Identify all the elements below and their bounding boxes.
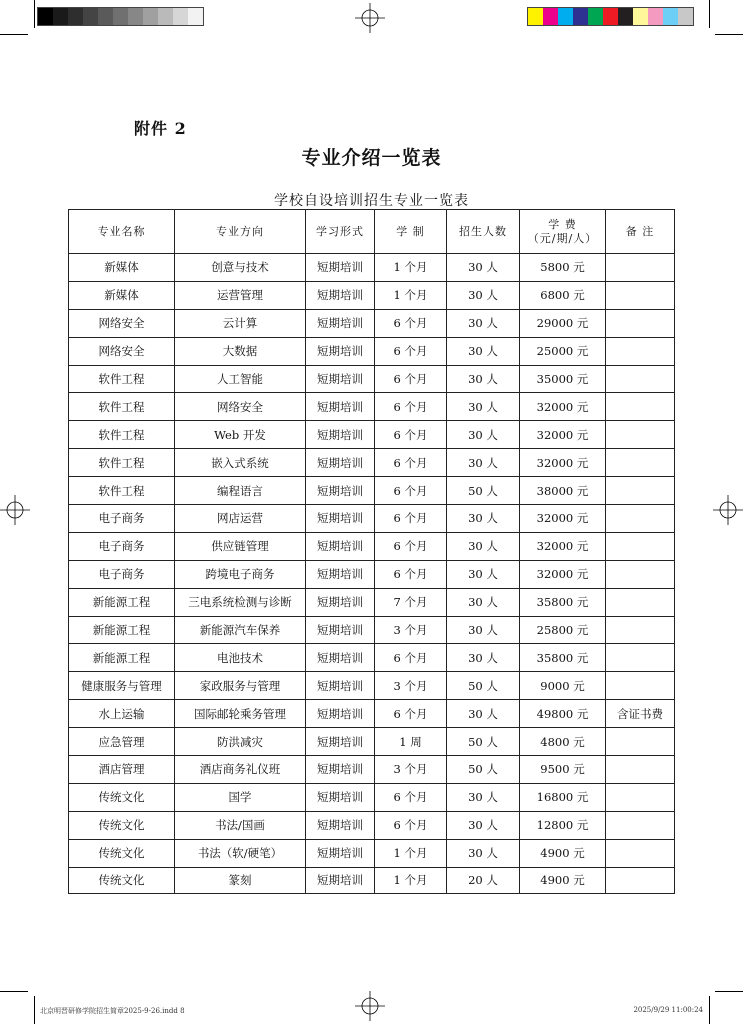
cell-study-form: 短期培训 bbox=[306, 560, 375, 588]
cell-direction: 大数据 bbox=[175, 337, 306, 365]
crop-mark-top-left-icon bbox=[0, 34, 28, 35]
cell-remarks bbox=[606, 449, 675, 477]
cell-major-name: 网络安全 bbox=[69, 309, 175, 337]
table-row bbox=[69, 365, 675, 393]
cell-tuition: 32000 元 bbox=[520, 421, 606, 449]
calibration-swatch bbox=[158, 8, 173, 25]
cell-duration: 1 周 bbox=[375, 728, 447, 756]
cell-study-form: 短期培训 bbox=[306, 616, 375, 644]
cell-tuition: 4900 元 bbox=[520, 839, 606, 867]
cell-tuition: 35800 元 bbox=[520, 588, 606, 616]
cell-major-name: 水上运输 bbox=[69, 700, 175, 728]
cell-enrollment: 30 人 bbox=[447, 700, 520, 728]
cell-major-name: 应急管理 bbox=[69, 728, 175, 756]
cell-tuition: 5800 元 bbox=[520, 254, 606, 282]
cell-remarks bbox=[606, 672, 675, 700]
cell-enrollment: 30 人 bbox=[447, 421, 520, 449]
header-duration: 学 制 bbox=[375, 210, 447, 254]
cell-enrollment: 30 人 bbox=[447, 393, 520, 421]
cell-study-form: 短期培训 bbox=[306, 588, 375, 616]
table-row bbox=[69, 616, 675, 644]
cell-remarks bbox=[606, 337, 675, 365]
crop-mark-bottom-left-icon bbox=[0, 991, 28, 992]
cell-remarks bbox=[606, 644, 675, 672]
calibration-swatch bbox=[113, 8, 128, 25]
cell-study-form: 短期培训 bbox=[306, 365, 375, 393]
cell-study-form: 短期培训 bbox=[306, 477, 375, 505]
cell-remarks bbox=[606, 393, 675, 421]
table-row bbox=[69, 505, 675, 533]
table-row bbox=[69, 811, 675, 839]
cell-enrollment: 50 人 bbox=[447, 477, 520, 505]
cell-major-name: 新能源工程 bbox=[69, 588, 175, 616]
cell-duration: 6 个月 bbox=[375, 393, 447, 421]
calibration-swatch bbox=[678, 8, 693, 25]
registration-mark-right-icon bbox=[713, 495, 743, 525]
page-title: 专业介绍一览表 bbox=[301, 147, 442, 169]
crop-mark-bottom-right-vertical-icon bbox=[709, 996, 710, 1024]
cell-tuition: 32000 元 bbox=[520, 393, 606, 421]
cell-direction: 新能源汽车保养 bbox=[175, 616, 306, 644]
cell-direction: 防洪减灾 bbox=[175, 728, 306, 756]
cell-study-form: 短期培训 bbox=[306, 700, 375, 728]
cell-remarks bbox=[606, 588, 675, 616]
cell-enrollment: 30 人 bbox=[447, 811, 520, 839]
table-row bbox=[69, 393, 675, 421]
cell-remarks bbox=[606, 505, 675, 533]
calibration-swatch bbox=[98, 8, 113, 25]
cell-tuition: 16800 元 bbox=[520, 783, 606, 811]
header-tuition-unit: （元/期/人） bbox=[527, 231, 598, 245]
cell-study-form: 短期培训 bbox=[306, 783, 375, 811]
cell-duration: 6 个月 bbox=[375, 365, 447, 393]
cell-major-name: 酒店管理 bbox=[69, 756, 175, 784]
cell-tuition: 32000 元 bbox=[520, 505, 606, 533]
cell-duration: 6 个月 bbox=[375, 505, 447, 533]
cell-enrollment: 50 人 bbox=[447, 672, 520, 700]
cell-duration: 6 个月 bbox=[375, 477, 447, 505]
crop-mark-top-right-icon bbox=[715, 34, 743, 35]
cell-major-name: 传统文化 bbox=[69, 867, 175, 893]
cell-tuition: 9000 元 bbox=[520, 672, 606, 700]
calibration-swatch bbox=[633, 8, 648, 25]
calibration-swatch bbox=[573, 8, 588, 25]
cell-major-name: 软件工程 bbox=[69, 421, 175, 449]
cell-tuition: 6800 元 bbox=[520, 281, 606, 309]
cell-major-name: 电子商务 bbox=[69, 560, 175, 588]
cell-enrollment: 30 人 bbox=[447, 644, 520, 672]
cell-direction: 三电系统检测与诊断 bbox=[175, 588, 306, 616]
cell-major-name: 传统文化 bbox=[69, 811, 175, 839]
color-calibration-bar bbox=[527, 7, 694, 26]
cell-enrollment: 50 人 bbox=[447, 728, 520, 756]
cell-duration: 7 个月 bbox=[375, 588, 447, 616]
calibration-swatch bbox=[83, 8, 98, 25]
cell-major-name: 新能源工程 bbox=[69, 616, 175, 644]
header-tuition bbox=[520, 210, 606, 254]
table-row bbox=[69, 532, 675, 560]
cell-duration: 1 个月 bbox=[375, 867, 447, 893]
cell-direction: 网络安全 bbox=[175, 393, 306, 421]
cell-major-name: 网络安全 bbox=[69, 337, 175, 365]
cell-enrollment: 30 人 bbox=[447, 254, 520, 282]
cell-study-form: 短期培训 bbox=[306, 393, 375, 421]
table-row bbox=[69, 867, 675, 893]
header-remarks: 备 注 bbox=[606, 210, 675, 254]
cell-study-form: 短期培训 bbox=[306, 421, 375, 449]
cell-direction: 国际邮轮乘务管理 bbox=[175, 700, 306, 728]
cell-duration: 6 个月 bbox=[375, 644, 447, 672]
cell-direction: 嵌入式系统 bbox=[175, 449, 306, 477]
calibration-swatch bbox=[663, 8, 678, 25]
cell-direction: 电池技术 bbox=[175, 644, 306, 672]
calibration-swatch bbox=[558, 8, 573, 25]
cell-enrollment: 30 人 bbox=[447, 532, 520, 560]
cell-duration: 6 个月 bbox=[375, 532, 447, 560]
header-major-name: 专业名称 bbox=[69, 210, 175, 254]
cell-major-name: 健康服务与管理 bbox=[69, 672, 175, 700]
cell-study-form: 短期培训 bbox=[306, 839, 375, 867]
cell-tuition: 25000 元 bbox=[520, 337, 606, 365]
cell-remarks bbox=[606, 421, 675, 449]
footer-file-info: 北京明晋研修学院招生简章2025-9-26.indd 8 bbox=[40, 1007, 185, 1015]
calibration-swatch bbox=[128, 8, 143, 25]
cell-enrollment: 30 人 bbox=[447, 449, 520, 477]
cell-remarks bbox=[606, 811, 675, 839]
cell-duration: 6 个月 bbox=[375, 421, 447, 449]
calibration-swatch bbox=[173, 8, 188, 25]
cell-remarks bbox=[606, 281, 675, 309]
cell-study-form: 短期培训 bbox=[306, 281, 375, 309]
cell-tuition: 4800 元 bbox=[520, 728, 606, 756]
cell-study-form: 短期培训 bbox=[306, 644, 375, 672]
cell-duration: 1 个月 bbox=[375, 281, 447, 309]
cell-study-form: 短期培训 bbox=[306, 672, 375, 700]
cell-direction: 跨境电子商务 bbox=[175, 560, 306, 588]
calibration-swatch bbox=[53, 8, 68, 25]
cell-enrollment: 30 人 bbox=[447, 505, 520, 533]
crop-mark-bottom-left-vertical-icon bbox=[34, 996, 35, 1024]
crop-mark-bottom-right-icon bbox=[715, 991, 743, 992]
table-caption: 学校自设培训招生专业一览表 bbox=[274, 193, 469, 209]
registration-mark-left-icon bbox=[0, 495, 30, 525]
cell-duration: 6 个月 bbox=[375, 309, 447, 337]
cell-duration: 3 个月 bbox=[375, 672, 447, 700]
calibration-swatch bbox=[543, 8, 558, 25]
table-row bbox=[69, 477, 675, 505]
cell-direction: 书法/国画 bbox=[175, 811, 306, 839]
cell-study-form: 短期培训 bbox=[306, 505, 375, 533]
cell-duration: 1 个月 bbox=[375, 839, 447, 867]
cell-study-form: 短期培训 bbox=[306, 309, 375, 337]
cell-major-name: 软件工程 bbox=[69, 393, 175, 421]
cell-study-form: 短期培训 bbox=[306, 532, 375, 560]
cell-direction: 国学 bbox=[175, 783, 306, 811]
cell-remarks bbox=[606, 309, 675, 337]
header-enrollment: 招生人数 bbox=[447, 210, 520, 254]
cell-study-form: 短期培训 bbox=[306, 337, 375, 365]
table-row bbox=[69, 337, 675, 365]
cell-study-form: 短期培训 bbox=[306, 728, 375, 756]
cell-duration: 6 个月 bbox=[375, 449, 447, 477]
calibration-swatch bbox=[38, 8, 53, 25]
cell-remarks bbox=[606, 560, 675, 588]
cell-remarks: 含证书费 bbox=[606, 700, 675, 728]
cell-direction: 创意与技术 bbox=[175, 254, 306, 282]
cell-duration: 6 个月 bbox=[375, 560, 447, 588]
cell-duration: 6 个月 bbox=[375, 811, 447, 839]
cell-tuition: 32000 元 bbox=[520, 560, 606, 588]
cell-direction: 网店运营 bbox=[175, 505, 306, 533]
calibration-swatch bbox=[648, 8, 663, 25]
table-row bbox=[69, 756, 675, 784]
cell-study-form: 短期培训 bbox=[306, 254, 375, 282]
cell-remarks bbox=[606, 839, 675, 867]
majors-table bbox=[68, 209, 675, 894]
calibration-swatch bbox=[68, 8, 83, 25]
table-row bbox=[69, 728, 675, 756]
cell-direction: 篆刻 bbox=[175, 867, 306, 893]
cell-enrollment: 30 人 bbox=[447, 560, 520, 588]
cell-direction: 人工智能 bbox=[175, 365, 306, 393]
cell-study-form: 短期培训 bbox=[306, 867, 375, 893]
grayscale-calibration-bar bbox=[37, 7, 204, 26]
footer-timestamp: 2025/9/29 11:00:24 bbox=[633, 1006, 703, 1014]
cell-direction: 编程语言 bbox=[175, 477, 306, 505]
cell-enrollment: 30 人 bbox=[447, 365, 520, 393]
cell-duration: 3 个月 bbox=[375, 756, 447, 784]
table-row bbox=[69, 588, 675, 616]
cell-major-name: 电子商务 bbox=[69, 505, 175, 533]
cell-tuition: 49800 元 bbox=[520, 700, 606, 728]
table-row bbox=[69, 783, 675, 811]
cell-major-name: 传统文化 bbox=[69, 783, 175, 811]
header-tuition-label: 学 费 bbox=[548, 217, 577, 231]
cell-tuition: 38000 元 bbox=[520, 477, 606, 505]
table-row bbox=[69, 560, 675, 588]
cell-remarks bbox=[606, 477, 675, 505]
cell-remarks bbox=[606, 728, 675, 756]
table-row bbox=[69, 644, 675, 672]
registration-mark-top-icon bbox=[355, 3, 385, 33]
cell-duration: 3 个月 bbox=[375, 616, 447, 644]
annex-label: 附件 2 bbox=[134, 119, 187, 138]
cell-direction: Web 开发 bbox=[175, 421, 306, 449]
cell-tuition: 35800 元 bbox=[520, 644, 606, 672]
cell-duration: 6 个月 bbox=[375, 337, 447, 365]
table-row bbox=[69, 309, 675, 337]
cell-enrollment: 30 人 bbox=[447, 337, 520, 365]
cell-direction: 酒店商务礼仪班 bbox=[175, 756, 306, 784]
cell-remarks bbox=[606, 867, 675, 893]
cell-duration: 1 个月 bbox=[375, 254, 447, 282]
table-row bbox=[69, 281, 675, 309]
table-header-row bbox=[69, 210, 675, 254]
cell-enrollment: 30 人 bbox=[447, 588, 520, 616]
calibration-swatch bbox=[618, 8, 633, 25]
calibration-swatch bbox=[588, 8, 603, 25]
cell-enrollment: 50 人 bbox=[447, 756, 520, 784]
table-row bbox=[69, 254, 675, 282]
cell-enrollment: 20 人 bbox=[447, 867, 520, 893]
cell-major-name: 软件工程 bbox=[69, 365, 175, 393]
cell-major-name: 电子商务 bbox=[69, 532, 175, 560]
crop-mark-top-right-vertical-icon bbox=[709, 0, 710, 28]
cell-major-name: 新能源工程 bbox=[69, 644, 175, 672]
calibration-swatch bbox=[603, 8, 618, 25]
cell-remarks bbox=[606, 783, 675, 811]
cell-tuition: 32000 元 bbox=[520, 449, 606, 477]
cell-direction: 书法（软/硬笔） bbox=[175, 839, 306, 867]
table-body bbox=[69, 254, 675, 894]
table-row bbox=[69, 700, 675, 728]
cell-major-name: 传统文化 bbox=[69, 839, 175, 867]
table-row bbox=[69, 449, 675, 477]
calibration-swatch bbox=[188, 8, 203, 25]
cell-tuition: 35000 元 bbox=[520, 365, 606, 393]
cell-enrollment: 30 人 bbox=[447, 839, 520, 867]
cell-direction: 云计算 bbox=[175, 309, 306, 337]
table-row bbox=[69, 421, 675, 449]
cell-remarks bbox=[606, 254, 675, 282]
cell-tuition: 32000 元 bbox=[520, 532, 606, 560]
cell-tuition: 9500 元 bbox=[520, 756, 606, 784]
cell-duration: 6 个月 bbox=[375, 783, 447, 811]
calibration-swatch bbox=[528, 8, 543, 25]
cell-enrollment: 30 人 bbox=[447, 281, 520, 309]
header-direction: 专业方向 bbox=[175, 210, 306, 254]
registration-mark-bottom-icon bbox=[355, 991, 385, 1021]
cell-direction: 家政服务与管理 bbox=[175, 672, 306, 700]
crop-mark-top-left-vertical-icon bbox=[34, 0, 35, 28]
cell-enrollment: 30 人 bbox=[447, 616, 520, 644]
cell-direction: 供应链管理 bbox=[175, 532, 306, 560]
table-row bbox=[69, 839, 675, 867]
cell-duration: 6 个月 bbox=[375, 700, 447, 728]
cell-remarks bbox=[606, 616, 675, 644]
cell-study-form: 短期培训 bbox=[306, 811, 375, 839]
cell-major-name: 新媒体 bbox=[69, 281, 175, 309]
cell-tuition: 12800 元 bbox=[520, 811, 606, 839]
cell-remarks bbox=[606, 365, 675, 393]
cell-major-name: 软件工程 bbox=[69, 449, 175, 477]
cell-direction: 运营管理 bbox=[175, 281, 306, 309]
cell-enrollment: 30 人 bbox=[447, 783, 520, 811]
cell-enrollment: 30 人 bbox=[447, 309, 520, 337]
cell-tuition: 4900 元 bbox=[520, 867, 606, 893]
calibration-swatch bbox=[143, 8, 158, 25]
cell-tuition: 25800 元 bbox=[520, 616, 606, 644]
cell-remarks bbox=[606, 532, 675, 560]
cell-major-name: 新媒体 bbox=[69, 254, 175, 282]
cell-tuition: 29000 元 bbox=[520, 309, 606, 337]
header-study-form: 学习形式 bbox=[306, 210, 375, 254]
cell-study-form: 短期培训 bbox=[306, 756, 375, 784]
cell-study-form: 短期培训 bbox=[306, 449, 375, 477]
cell-remarks bbox=[606, 756, 675, 784]
cell-major-name: 软件工程 bbox=[69, 477, 175, 505]
table-row bbox=[69, 672, 675, 700]
